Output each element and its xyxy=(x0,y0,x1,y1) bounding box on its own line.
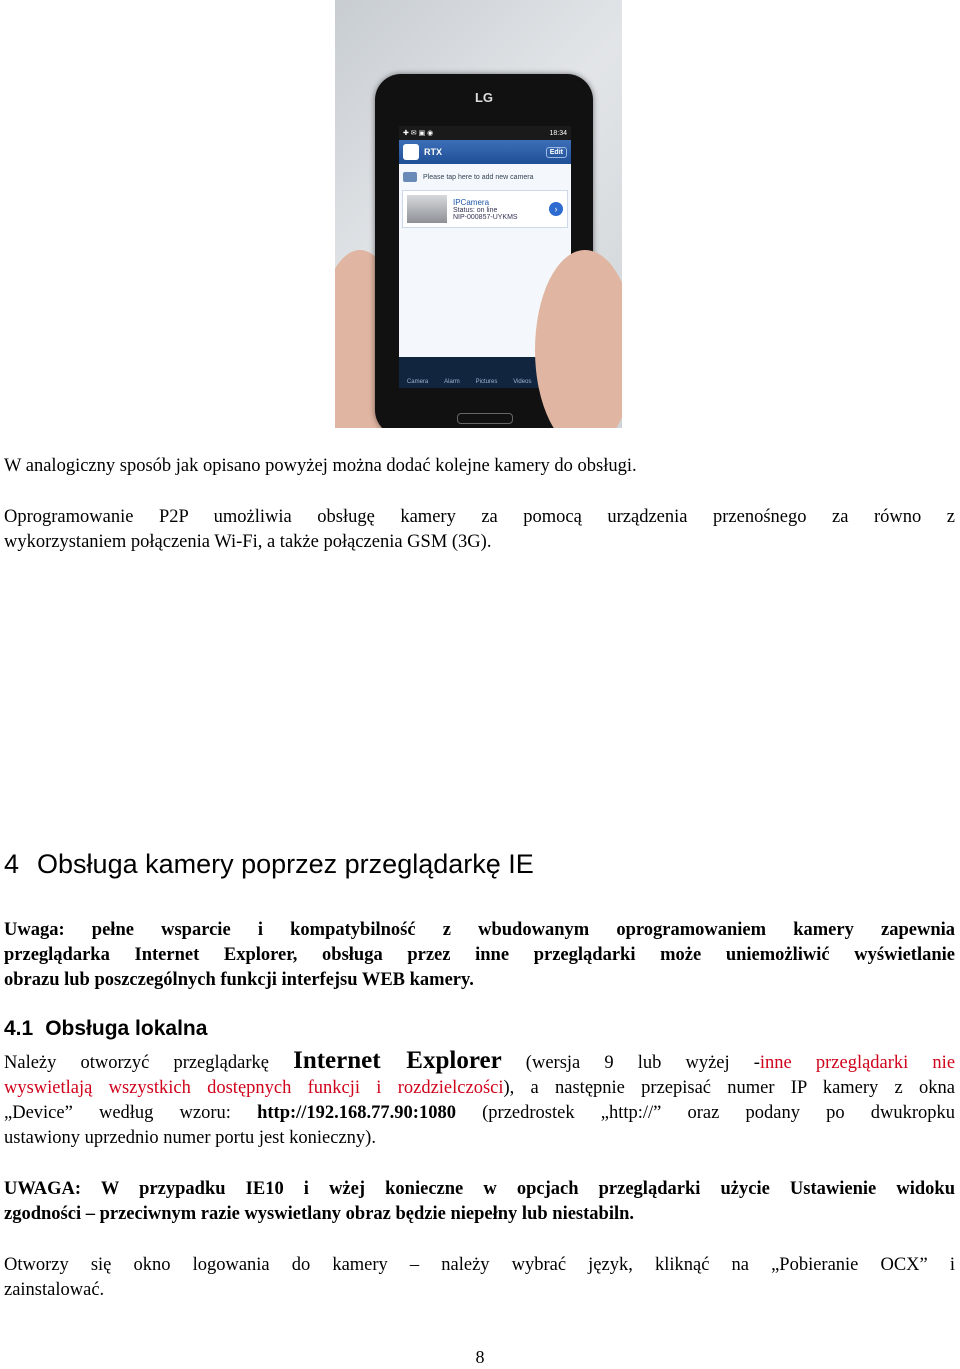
prefix-note: (przedrostek „http://” oraz podany po dwukropku xyxy=(482,1103,956,1123)
p2p-line-1: Oprogramowanie P2P umożliwia obsługę kamery za pomocą urządzenia przenośnego za równo z xyxy=(4,507,955,527)
camera-thumbnail xyxy=(407,195,447,223)
open-ie-line-2 xyxy=(4,1076,955,1101)
copy-ip-text: ), a następnie przepisać numer IP kamery z okna xyxy=(503,1078,955,1098)
login-line-2: zainstalować. xyxy=(4,1280,105,1300)
ie10-warning xyxy=(4,1177,955,1227)
section-4-title: Obsługa kamery poprzez przeglądarkę IE xyxy=(37,849,534,879)
browser-note-red: inne przeglądarki nie xyxy=(759,1053,956,1073)
camera-name: IPCamera xyxy=(453,197,490,207)
camera-card[interactable] xyxy=(402,190,568,228)
version-note: (wersja 9 lub wyżej - xyxy=(525,1053,760,1073)
status-icons: ✚ ✉ ▣ ◉ xyxy=(403,130,434,137)
paragraph-p2p xyxy=(4,505,955,555)
login-line-1: Otworzy się okno logowania do kamery – należy wybrać język, kliknąć na „Pobieranie OCX” i xyxy=(4,1255,955,1275)
ie10-line-2: zgodności – przeciwnym razie wyswietlany obraz będzie niepełny lub niestabiln. xyxy=(4,1204,635,1224)
example-url: http://192.168.77.90:1080 xyxy=(257,1103,456,1123)
ie-name: Internet Explorer xyxy=(293,1047,502,1074)
camera-uid: NIP-000857-UYKMS xyxy=(453,213,518,221)
section-4-1-number: 4.1 xyxy=(4,1017,34,1040)
status-bar xyxy=(399,126,571,140)
home-button xyxy=(457,413,513,424)
ie10-line-1: UWAGA: W przypadku IE10 i wżej konieczne w opcjach przeglądarki użycie Ustawienie widoku xyxy=(4,1179,955,1199)
chevron-right-icon[interactable]: › xyxy=(549,202,563,216)
section-4-number: 4 xyxy=(4,849,20,879)
edit-button[interactable]: Edit xyxy=(546,147,567,158)
warning-line-2: przeglądarka Internet Explorer, obsługa przez inne przeglądarki może uniemożliwić wyświetlanie xyxy=(4,945,955,965)
open-ie-line-3 xyxy=(4,1101,955,1126)
open-ie-line-1 xyxy=(4,1048,955,1076)
camera-add-icon xyxy=(403,172,417,182)
ie-compat-warning xyxy=(4,918,955,993)
features-note-red: wyswietlają wszystkich dostępnych funkcji i rozdzielczości xyxy=(4,1078,504,1098)
nav-alarm[interactable]: Alarm xyxy=(444,379,460,385)
paragraph-add-cameras: W analogiczny sposób jak opisano powyżej można dodać kolejne kamery do obsługi. xyxy=(4,456,637,476)
paragraph-open-ie xyxy=(4,1048,955,1151)
status-time: 18:34 xyxy=(549,129,567,137)
app-header xyxy=(399,140,571,164)
page-number: 8 xyxy=(475,1347,485,1367)
nav-pictures[interactable]: Pictures xyxy=(475,379,498,385)
warning-line-3: obrazu lub poszczególnych funkcji interfejsu WEB kamery. xyxy=(4,970,474,990)
section-4-1-title: Obsługa lokalna xyxy=(45,1017,208,1040)
section-4-1-heading xyxy=(4,1017,207,1041)
p2p-line-2: wykorzystaniem połączenia Wi-Fi, a także połączenia GSM (3G). xyxy=(4,532,492,552)
warning-line-1: Uwaga: pełne wsparcie i kompatybilność z wbudowanym oprogramowaniem kamery zapewnia xyxy=(4,920,955,940)
nav-videos[interactable]: Videos xyxy=(513,379,532,385)
app-icon xyxy=(403,144,419,160)
paragraph-login xyxy=(4,1253,955,1303)
open-ie-text: Należy otworzyć przeglądarkę xyxy=(4,1053,269,1073)
device-pattern-text: „Device” według wzoru: xyxy=(4,1103,231,1123)
add-camera-row[interactable] xyxy=(399,164,571,186)
open-ie-line-4: ustawiony uprzednio numer portu jest konieczny). xyxy=(4,1128,376,1148)
camera-status: Status: on line xyxy=(453,206,498,214)
section-4-heading xyxy=(4,849,534,880)
app-title: RTX xyxy=(424,147,442,157)
nav-camera[interactable]: Camera xyxy=(406,379,429,385)
add-camera-label: Please tap here to add new camera xyxy=(423,173,534,181)
phone-photo xyxy=(335,0,622,428)
phone-logo: LG xyxy=(474,90,494,105)
